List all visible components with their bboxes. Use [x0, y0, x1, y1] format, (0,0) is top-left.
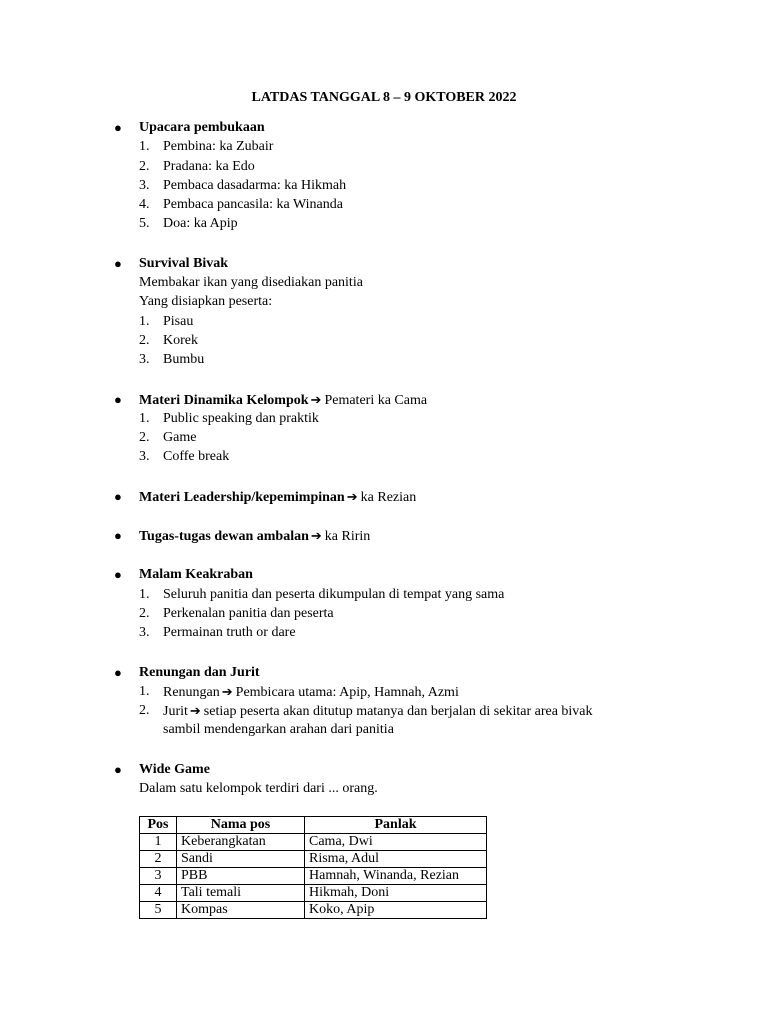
cell-nama: Tali temali	[177, 885, 305, 902]
cell-pos: 4	[140, 885, 177, 902]
list-item: 5. Doa: ka Apip	[139, 216, 238, 232]
section-text: ka Rezian	[360, 489, 417, 505]
bullet-icon: ●	[114, 391, 122, 407]
list-item-continuation: sambil mendengarkan arahan dari panitia	[163, 722, 394, 738]
section-text: Pemateri ka Cama	[324, 392, 428, 408]
section-dinamika	[0, 390, 768, 467]
table-row	[140, 851, 487, 868]
arrow-right-icon: ➔	[189, 703, 201, 719]
cell-panlak: Koko, Apip	[305, 902, 487, 919]
cell-nama: Kompas	[177, 902, 305, 919]
bullet-icon: ●	[114, 664, 122, 680]
table-row	[140, 834, 487, 851]
section-heading: Wide Game	[139, 761, 210, 777]
bullet-icon: ●	[114, 761, 122, 777]
section-text: ka Ririn	[324, 529, 371, 545]
document-content	[0, 118, 768, 818]
arrow-right-icon: ➔	[221, 683, 233, 699]
cell-pos: 2	[140, 851, 177, 868]
cell-nama: PBB	[177, 868, 305, 885]
list-item: 3. Coffe break	[139, 449, 230, 465]
cell-panlak: Hikmah, Doni	[305, 885, 487, 902]
cell-panlak: Hamnah, Winanda, Rezian	[305, 868, 487, 885]
list-item: 2. Korek	[139, 332, 198, 348]
section-tugas	[0, 526, 768, 545]
section-upacara	[0, 118, 768, 234]
arrow-right-icon: ➔	[310, 528, 322, 544]
list-item: 2. Pradana: ka Edo	[139, 158, 255, 174]
section-heading: Survival Bivak	[139, 255, 229, 271]
section-widegame	[0, 760, 768, 799]
list-item: 2. Perkenalan panitia dan peserta	[139, 605, 334, 621]
list-item: 1. Public speaking dan praktik	[139, 410, 319, 426]
bullet-icon: ●	[114, 528, 122, 544]
cell-nama: Keberangkatan	[177, 834, 305, 851]
cell-nama: Sandi	[177, 851, 305, 868]
arrow-right-icon: ➔	[310, 391, 322, 407]
section-renungan	[0, 663, 768, 740]
bullet-icon: ●	[114, 255, 122, 271]
section-heading: Tugas-tugas dewan ambalan	[139, 529, 309, 545]
section-text: Membakar ikan yang disediakan panitia	[139, 275, 363, 291]
table-row	[140, 902, 487, 919]
list-item: 1. Renungan ➔ Pembicara utama: Apip, Hamnah, Azmi	[139, 683, 459, 700]
cell-pos: 3	[140, 868, 177, 885]
section-malam	[0, 565, 768, 642]
section-survival	[0, 254, 768, 370]
column-header-pos: Pos	[140, 817, 177, 834]
list-item: 3. Bumbu	[139, 352, 205, 368]
list-item: 1. Pembina: ka Zubair	[139, 139, 274, 155]
list-item: 3. Pembaca dasadarma: ka Hikmah	[139, 177, 347, 193]
bullet-icon: ●	[114, 120, 122, 135]
table-header-row	[140, 817, 487, 834]
column-header-panlak: Panlak	[305, 817, 487, 834]
list-item: 4. Pembaca pancasila: ka Winanda	[139, 197, 343, 213]
section-text: Dalam satu kelompok terdiri dari ... orang.	[139, 781, 378, 797]
list-item: 2. Jurit ➔ setiap peserta akan ditutup matanya dan berjalan di sekitar area bivak	[139, 703, 593, 720]
section-text: Yang disiapkan peserta:	[139, 294, 273, 310]
table-row	[140, 868, 487, 885]
arrow-right-icon: ➔	[346, 488, 358, 504]
cell-panlak: Cama, Dwi	[305, 834, 487, 851]
list-item: 2. Game	[139, 430, 197, 446]
list-item: 3. Permainan truth or dare	[139, 625, 296, 641]
pos-table	[139, 816, 487, 919]
cell-panlak: Risma, Adul	[305, 851, 487, 868]
cell-pos: 1	[140, 834, 177, 851]
bullet-icon: ●	[114, 567, 122, 583]
section-heading: Upacara pembukaan	[139, 120, 265, 135]
list-item: 1. Seluruh panitia dan peserta dikumpulan di tempat yang sama	[139, 586, 505, 602]
bullet-icon: ●	[114, 488, 122, 504]
section-heading: Materi Dinamika Kelompok	[139, 392, 309, 408]
column-header-nama: Nama pos	[177, 817, 305, 834]
section-leadership	[0, 487, 768, 506]
section-heading: Malam Keakraban	[139, 567, 253, 583]
table-row	[140, 885, 487, 902]
document-title: LATDAS TANGGAL 8 – 9 OKTOBER 2022	[251, 90, 517, 105]
section-heading: Materi Leadership/kepemimpinan	[139, 489, 345, 505]
cell-pos: 5	[140, 902, 177, 919]
list-item: 1. Pisau	[139, 313, 194, 329]
section-heading: Renungan dan Jurit	[139, 664, 260, 680]
